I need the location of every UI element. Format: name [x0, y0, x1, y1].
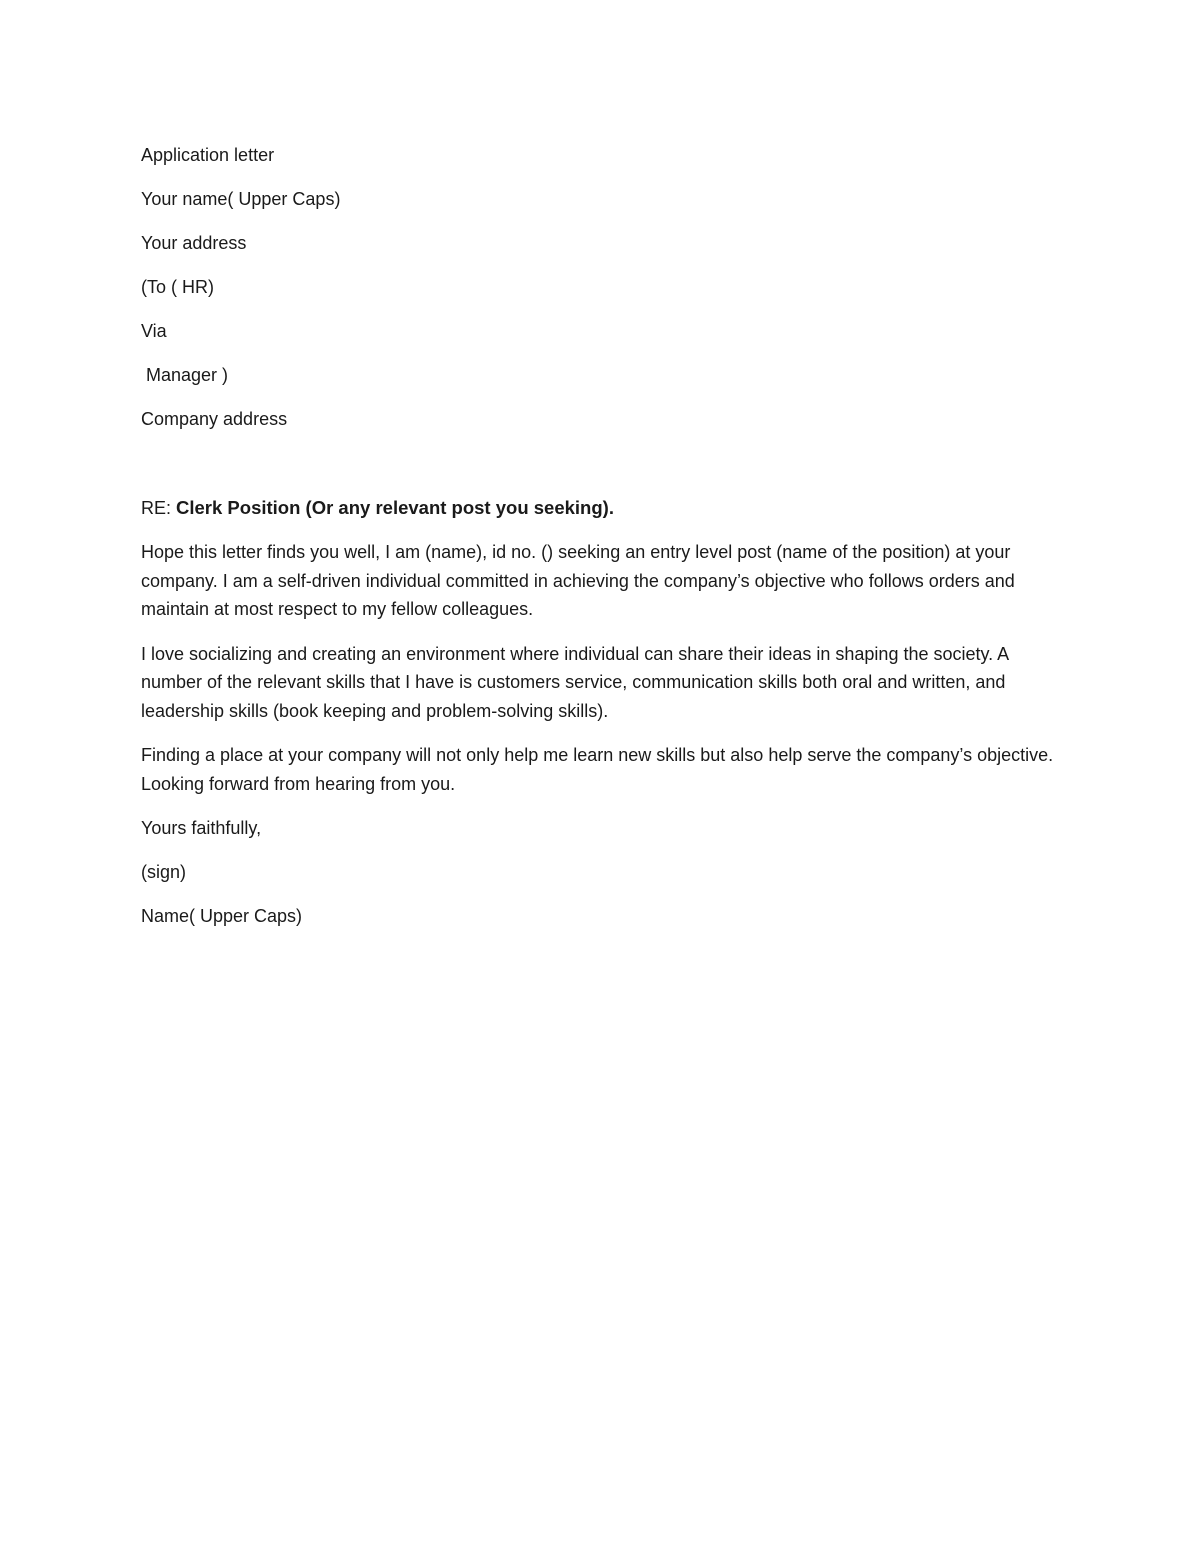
subject-text: Clerk Position (Or any relevant post you seeking). [176, 497, 614, 518]
subject-prefix: RE: [141, 498, 177, 518]
signature-name-line: Name( Upper Caps) [141, 906, 303, 926]
paragraph-intro: Hope this letter finds you well, I am (name), id no. () seeking an entry level post (name of the position) at your company. I am a self-driven individual committed in achieving the company’s objective who follows orders and maintain at most respect to my fellow colleagues. [141, 542, 1015, 619]
sign-line: (sign) [141, 862, 187, 882]
paragraph-skills: I love socializing and creating an environment where individual can share their ideas in shaping the society. A number of the relevant skills that I have is customers service, communication skills both oral and written, and leadership skills (book keeping and problem-solving skills). [141, 643, 1009, 721]
spacer [141, 449, 1061, 494]
sender-name-line: Your name( Upper Caps) [141, 189, 341, 209]
sender-address-line: Your address [141, 233, 247, 253]
subject-line [141, 494, 1061, 522]
manager-line: Manager ) [141, 365, 229, 385]
letter-title: Application letter [141, 145, 275, 165]
paragraph-closing: Finding a place at your company will not only help me learn new skills but also help serve the company’s objective. Looking forward from hearing from you. [141, 745, 1054, 794]
company-address-line: Company address [141, 409, 288, 429]
via-line: Via [141, 321, 167, 341]
recipient-line: (To ( HR) [141, 277, 214, 297]
closing-line: Yours faithfully, [141, 818, 262, 838]
letter-body [141, 141, 1061, 946]
